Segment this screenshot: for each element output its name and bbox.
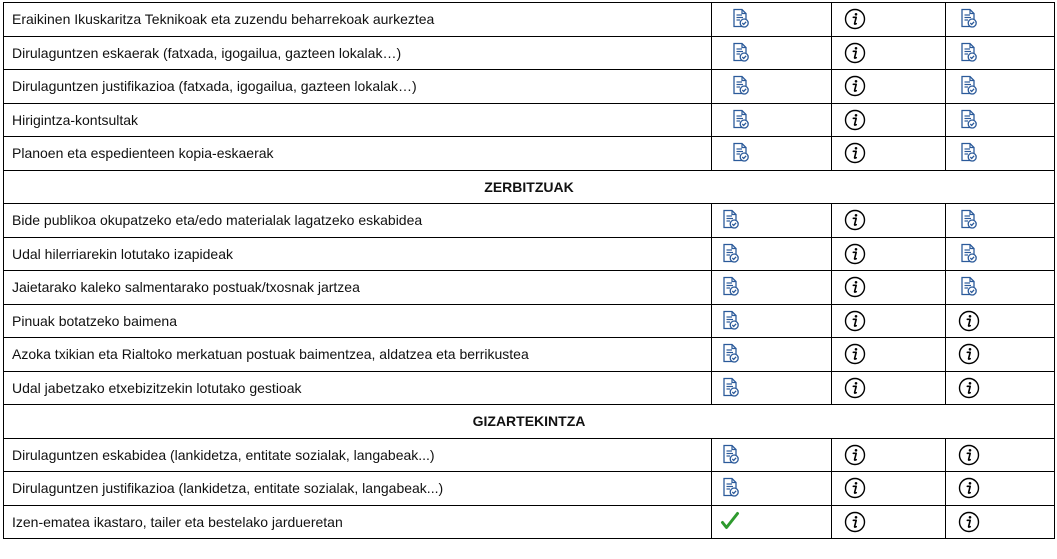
service-row (4, 371, 1055, 405)
form-check-icon[interactable] (730, 42, 752, 64)
service-name: Izen-ematea ikastaro, tailer eta bestelako jardueretan (4, 505, 712, 539)
form-check-icon[interactable] (730, 75, 752, 97)
service-name: Dirulaguntzen justifikazioa (lankidetza, entitate sozialak, langabeak...) (4, 472, 712, 506)
service-row (4, 36, 1055, 70)
service-row (4, 472, 1055, 506)
icon-cell (832, 36, 946, 70)
icon-cell (832, 271, 946, 305)
service-name: Pinuak botatzeko baimena (4, 304, 712, 338)
services-table-body (4, 3, 1055, 539)
form-check-icon[interactable] (958, 42, 980, 64)
service-name: Bide publikoa okupatzeko eta/edo materialak lagatzeko eskabidea (4, 204, 712, 238)
form-check-icon[interactable] (720, 477, 742, 499)
form-check-icon[interactable] (720, 209, 742, 231)
icon-cell (712, 70, 832, 104)
info-icon[interactable] (844, 75, 866, 97)
icon-cell (832, 371, 946, 405)
info-icon[interactable] (958, 377, 980, 399)
icon-cell (712, 137, 832, 171)
service-name: Azoka txikian eta Rialtoko merkatuan postuak baimentzea, aldatzea eta berrikustea (4, 338, 712, 372)
icon-cell (712, 271, 832, 305)
service-name: Hirigintza-kontsultak (4, 103, 712, 137)
info-icon[interactable] (958, 511, 980, 533)
info-icon[interactable] (958, 310, 980, 332)
info-icon[interactable] (958, 477, 980, 499)
info-icon[interactable] (844, 276, 866, 298)
icon-cell (946, 103, 1055, 137)
icon-cell (946, 438, 1055, 472)
info-icon[interactable] (844, 310, 866, 332)
icon-cell (712, 237, 832, 271)
icon-cell (712, 204, 832, 238)
service-row (4, 505, 1055, 539)
form-check-icon[interactable] (958, 276, 980, 298)
form-check-icon[interactable] (720, 377, 742, 399)
icon-cell (712, 371, 832, 405)
info-icon[interactable] (844, 42, 866, 64)
icon-cell (946, 70, 1055, 104)
form-check-icon[interactable] (958, 209, 980, 231)
form-check-icon[interactable] (730, 109, 752, 131)
info-icon[interactable] (844, 477, 866, 499)
icon-cell (712, 472, 832, 506)
form-check-icon[interactable] (720, 343, 742, 365)
icon-cell (832, 70, 946, 104)
service-row (4, 70, 1055, 104)
icon-cell (832, 103, 946, 137)
service-name: Dirulaguntzen eskabidea (lankidetza, entitate sozialak, langabeak...) (4, 438, 712, 472)
info-icon[interactable] (844, 343, 866, 365)
service-name: Planoen eta espedienteen kopia-eskaerak (4, 137, 712, 171)
info-icon[interactable] (844, 142, 866, 164)
info-icon[interactable] (844, 109, 866, 131)
service-row (4, 3, 1055, 37)
icon-cell (946, 338, 1055, 372)
icon-cell (712, 304, 832, 338)
section-title: ZERBITZUAK (4, 170, 1055, 204)
form-check-icon[interactable] (730, 8, 752, 30)
icon-cell (712, 36, 832, 70)
icon-cell (946, 304, 1055, 338)
icon-cell (946, 204, 1055, 238)
form-check-icon[interactable] (958, 8, 980, 30)
service-row (4, 137, 1055, 171)
service-name: Eraikinen Ikuskaritza Teknikoak eta zuzendu beharrekoak aurkeztea (4, 3, 712, 37)
icon-cell (946, 472, 1055, 506)
service-name: Jaietarako kaleko salmentarako postuak/txosnak jartzea (4, 271, 712, 305)
service-name: Udal jabetzako etxebizitzekin lotutako gestioak (4, 371, 712, 405)
checkmark-icon[interactable] (720, 511, 742, 533)
service-name: Dirulaguntzen justifikazioa (fatxada, igogailua, gazteen lokalak…) (4, 70, 712, 104)
icon-cell (712, 505, 832, 539)
icon-cell (832, 237, 946, 271)
icon-cell (832, 472, 946, 506)
service-row (4, 271, 1055, 305)
icon-cell (832, 137, 946, 171)
icon-cell (712, 338, 832, 372)
icon-cell (946, 36, 1055, 70)
service-row (4, 204, 1055, 238)
info-icon[interactable] (844, 377, 866, 399)
icon-cell (712, 103, 832, 137)
info-icon[interactable] (844, 243, 866, 265)
form-check-icon[interactable] (958, 75, 980, 97)
icon-cell (832, 204, 946, 238)
icon-cell (946, 3, 1055, 37)
service-row (4, 103, 1055, 137)
services-table (3, 2, 1055, 539)
service-row (4, 338, 1055, 372)
service-row (4, 304, 1055, 338)
icon-cell (946, 371, 1055, 405)
section-header-row (4, 405, 1055, 439)
info-icon[interactable] (844, 8, 866, 30)
form-check-icon[interactable] (720, 243, 742, 265)
form-check-icon[interactable] (720, 276, 742, 298)
form-check-icon[interactable] (958, 109, 980, 131)
form-check-icon[interactable] (730, 142, 752, 164)
icon-cell (946, 237, 1055, 271)
form-check-icon[interactable] (958, 142, 980, 164)
service-name: Udal hilerriarekin lotutako izapideak (4, 237, 712, 271)
icon-cell (946, 137, 1055, 171)
form-check-icon[interactable] (720, 444, 742, 466)
service-name: Dirulaguntzen eskaerak (fatxada, igogailua, gazteen lokalak…) (4, 36, 712, 70)
icon-cell (832, 3, 946, 37)
icon-cell (832, 304, 946, 338)
form-check-icon[interactable] (720, 310, 742, 332)
form-check-icon[interactable] (958, 243, 980, 265)
icon-cell (832, 338, 946, 372)
info-icon[interactable] (958, 343, 980, 365)
section-header-row (4, 170, 1055, 204)
info-icon[interactable] (958, 444, 980, 466)
service-row (4, 237, 1055, 271)
section-title: GIZARTEKINTZA (4, 405, 1055, 439)
service-row (4, 438, 1055, 472)
icon-cell (832, 438, 946, 472)
info-icon[interactable] (844, 209, 866, 231)
icon-cell (712, 438, 832, 472)
icon-cell (946, 505, 1055, 539)
icon-cell (712, 3, 832, 37)
info-icon[interactable] (844, 511, 866, 533)
info-icon[interactable] (844, 444, 866, 466)
icon-cell (832, 505, 946, 539)
icon-cell (946, 271, 1055, 305)
